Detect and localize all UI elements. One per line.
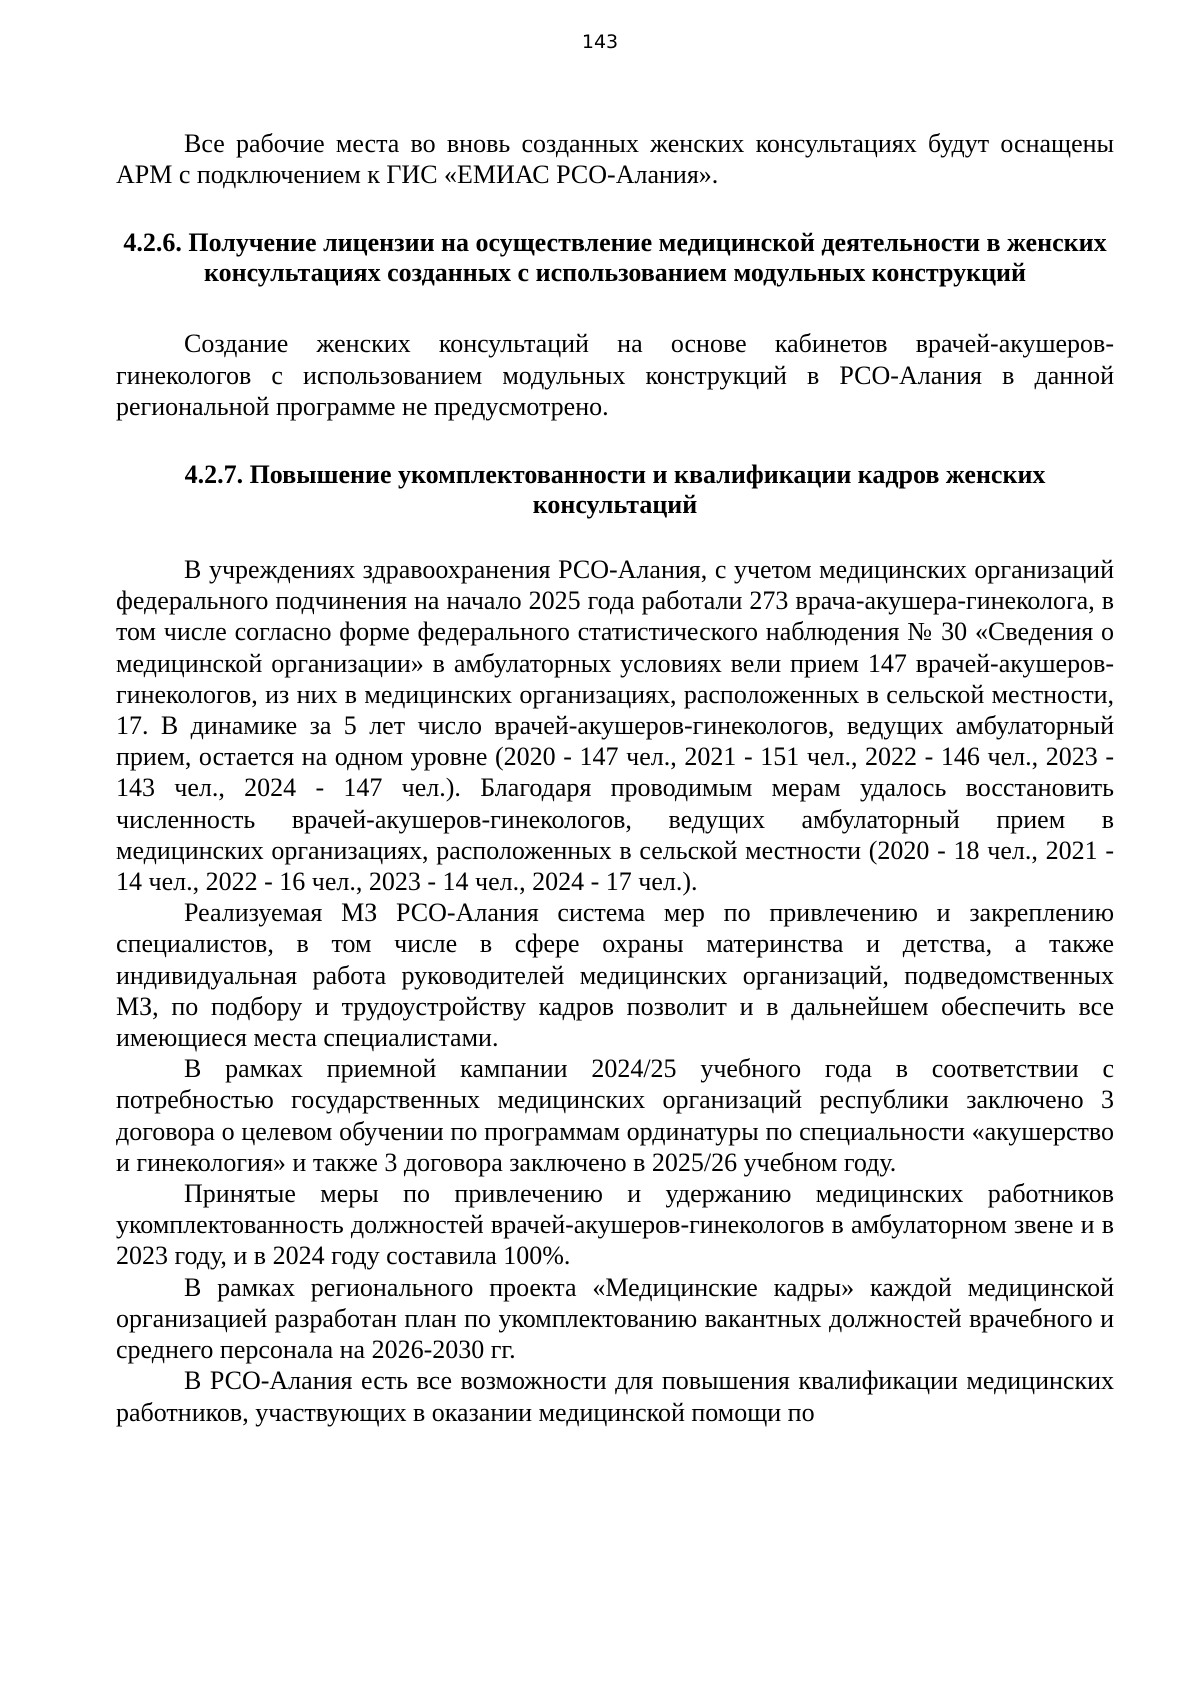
intro-paragraph: Все рабочие места во вновь созданных женских консультациях будут оснащены АРМ с подключением к ГИС «ЕМИАС РСО-Алания». <box>116 129 1114 190</box>
page-content <box>116 128 1114 1428</box>
section-heading-4-2-7: 4.2.7. Повышение укомплектованности и квалификации кадров женских консультаций <box>184 460 1046 520</box>
section-4-2-7-paragraph-1: В учреждениях здравоохранения РСО-Алания, с учетом медицинских организаций федерального подчинения на начало 2025 года работали 273 врача-акушера-гинеколога, в том числе согласно форме федерального статистического наблюдения № 30 «Сведения о медицинской организации» в амбулаторных условиях вели прием 147 врачей-акушеров-гинекологов, из них в медицинских организациях, расположенных в сельской местности, 17. В динамике за 5 лет число врачей-акушеров-гинекологов, ведущих амбулаторный прием, остается на одном уровне (2020 - 147 чел., 2021 - 151 чел., 2022 - 146 чел., 2023 - 143 чел., 2024 - 147 чел.). Благодаря проводимым мерам удалось восстановить численность врачей-акушеров-гинекологов, ведущих амбулаторный прием в медицинских организациях, расположенных в сельской местности (2020 - 18 чел., 2021 - 14 чел., 2022 - 16 чел., 2023 - 14 чел., 2024 - 17 чел.). <box>116 555 1114 897</box>
section-4-2-6-paragraph: Создание женских консультаций на основе кабинетов врачей-акушеров-гинекологов с использованием модульных конструкций в РСО-Алания в данной региональной программе не предусмотрено. <box>116 329 1114 421</box>
spacer <box>116 422 1114 460</box>
section-4-2-7-paragraph-3: В рамках приемной кампании 2024/25 учебного года в соответствии с потребностью государственных медицинских организаций республики заключено 3 договора о целевом обучении по программам ординатуры по специальности «акушерство и гинекология» и также 3 договора заключено в 2025/26 учебном году. <box>116 1054 1114 1177</box>
section-4-2-7-paragraph-4: Принятые меры по привлечению и удержанию медицинских работников укомплектованность должностей врачей-акушеров-гинекологов в амбулаторном звене и в 2023 году, и в 2024 году составила 100%. <box>116 1179 1114 1271</box>
page-number: 143 <box>581 31 619 53</box>
section-4-2-7-paragraph-6: В РСО-Алания есть все возможности для повышения квалификации медицинских работников, участвующих в оказании медицинской помощи по <box>116 1366 1114 1427</box>
spacer <box>116 190 1114 228</box>
section-4-2-7-paragraph-2: Реализуемая МЗ РСО-Алания система мер по привлечению и закреплению специалистов, в том числе в сфере охраны материнства и детства, а также индивидуальная работа руководителей медицинских организаций, подведомственных МЗ, по подбору и трудоустройству кадров позволит и в дальнейшем обеспечить все имеющиеся места специалистами. <box>116 898 1114 1053</box>
section-4-2-7-paragraph-5: В рамках регионального проекта «Медицинские кадры» каждой медицинской организацией разработан план по укомплектованию вакантных должностей врачебного и среднего персонала на 2026-2030 гг. <box>116 1272 1114 1365</box>
spacer <box>116 520 1114 554</box>
section-heading-4-2-6: 4.2.6. Получение лицензии на осуществление медицинской деятельности в женских консультациях созданных с использованием модульных конструкций <box>123 228 1107 288</box>
spacer <box>116 288 1114 328</box>
